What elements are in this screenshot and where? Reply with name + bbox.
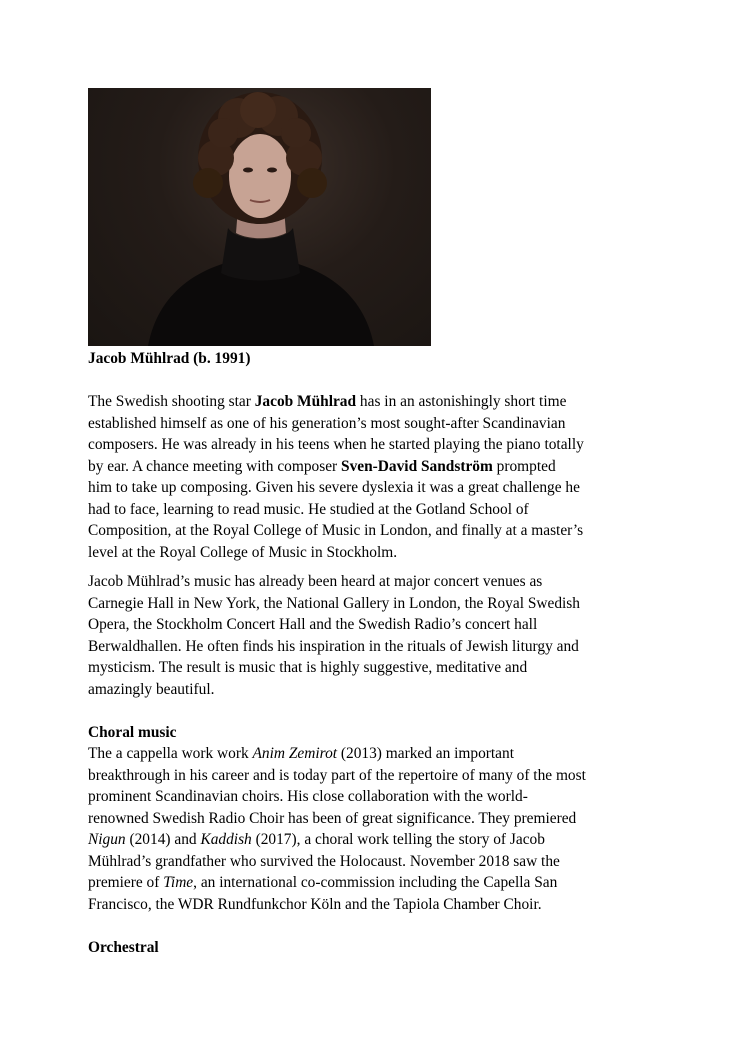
text-run: Jacob Mühlrad’s music has already been heard at major concert venues as bbox=[88, 573, 543, 590]
text-run: Francisco, the WDR Rundfunkchor Köln and the Tapiola Chamber Choir. bbox=[88, 895, 542, 913]
text-line bbox=[88, 851, 668, 873]
choral-heading: Choral music bbox=[88, 723, 177, 741]
text-line bbox=[88, 614, 668, 636]
text-run: mysticism. The result is music that is highly suggestive, meditative and bbox=[88, 659, 528, 676]
text-line bbox=[88, 636, 668, 658]
orchestral-heading: Orchestral bbox=[88, 938, 159, 956]
text-run: Mühlrad’s grandfather who survived the Holocaust. November 2018 saw the bbox=[88, 852, 560, 870]
text-line bbox=[88, 456, 668, 478]
text-line bbox=[88, 477, 668, 499]
text-line bbox=[88, 894, 668, 916]
text-line bbox=[88, 808, 668, 830]
text-line bbox=[88, 520, 668, 542]
portrait-photo bbox=[88, 88, 431, 346]
text-run: had to face, learning to read music. He studied at the Gotland School of bbox=[88, 500, 529, 518]
text-line bbox=[88, 542, 668, 564]
photo-caption: Jacob Mühlrad (b. 1991) bbox=[88, 350, 251, 367]
choral-paragraph bbox=[88, 743, 668, 915]
text-run: prominent Scandinavian choirs. His close collaboration with the world- bbox=[88, 788, 528, 805]
text-run: prompted bbox=[492, 457, 556, 475]
text-run: Opera, the Stockholm Concert Hall and the Swedish Radio’s concert hall bbox=[88, 616, 538, 633]
text-run: Carnegie Hall in New York, the National Gallery in London, the Royal Swedish bbox=[88, 594, 580, 612]
text-run: composers. He was already in his teens when he started playing the piano totally bbox=[88, 436, 584, 453]
text-run: The a cappella work work bbox=[88, 745, 253, 762]
text-run: by ear. A chance meeting with composer bbox=[88, 457, 342, 475]
text-line bbox=[88, 413, 668, 435]
text-run: (2017), a choral work telling the story of Jacob bbox=[251, 831, 545, 848]
text-run: him to take up composing. Given his severe dyslexia it was a great challenge he bbox=[88, 479, 580, 496]
text-run: Composition, at the Royal College of Music in London, and finally at a master’s bbox=[88, 522, 584, 539]
portrait-illustration bbox=[88, 88, 431, 346]
text-run: (2014) and bbox=[125, 831, 201, 848]
text-run: premiere of bbox=[88, 874, 164, 891]
bold-name: Jacob Mühlrad bbox=[254, 393, 357, 410]
bold-name: Sven-David Sandström bbox=[341, 457, 493, 475]
text-line bbox=[88, 872, 668, 894]
text-run: , an international co-commission including the Capella San bbox=[193, 874, 558, 891]
text-line bbox=[88, 829, 668, 851]
text-line bbox=[88, 593, 668, 615]
document-page bbox=[88, 88, 668, 958]
text-run: (2013) marked an important bbox=[337, 745, 514, 762]
text-line bbox=[88, 765, 668, 787]
text-run: breakthrough in his career and is today part of the repertoire of many of the most bbox=[88, 766, 586, 784]
text-line bbox=[88, 391, 668, 413]
text-line bbox=[88, 499, 668, 521]
text-run: The Swedish shooting star bbox=[88, 393, 255, 410]
work-title: Nigun bbox=[88, 831, 126, 848]
text-line bbox=[88, 786, 668, 808]
work-title: Time bbox=[163, 874, 194, 891]
text-run: established himself as one of his generation’s most sought-after Scandinavian bbox=[88, 414, 566, 432]
text-run: amazingly beautiful. bbox=[88, 680, 215, 698]
work-title: Kaddish bbox=[200, 831, 252, 848]
text-line bbox=[88, 679, 668, 701]
venues-paragraph bbox=[88, 571, 668, 700]
text-line bbox=[88, 743, 668, 765]
text-line bbox=[88, 571, 668, 593]
text-run: Berwaldhallen. He often finds his inspiration in the rituals of Jewish liturgy and bbox=[88, 637, 579, 655]
work-title: Anim Zemirot bbox=[252, 745, 338, 762]
intro-paragraph bbox=[88, 391, 668, 563]
text-run: renowned Swedish Radio Choir has been of great significance. They premiered bbox=[88, 809, 577, 827]
text-run: has in an astonishingly short time bbox=[356, 393, 567, 410]
text-line bbox=[88, 434, 668, 456]
text-run: level at the Royal College of Music in Stockholm. bbox=[88, 543, 398, 561]
text-line bbox=[88, 657, 668, 679]
